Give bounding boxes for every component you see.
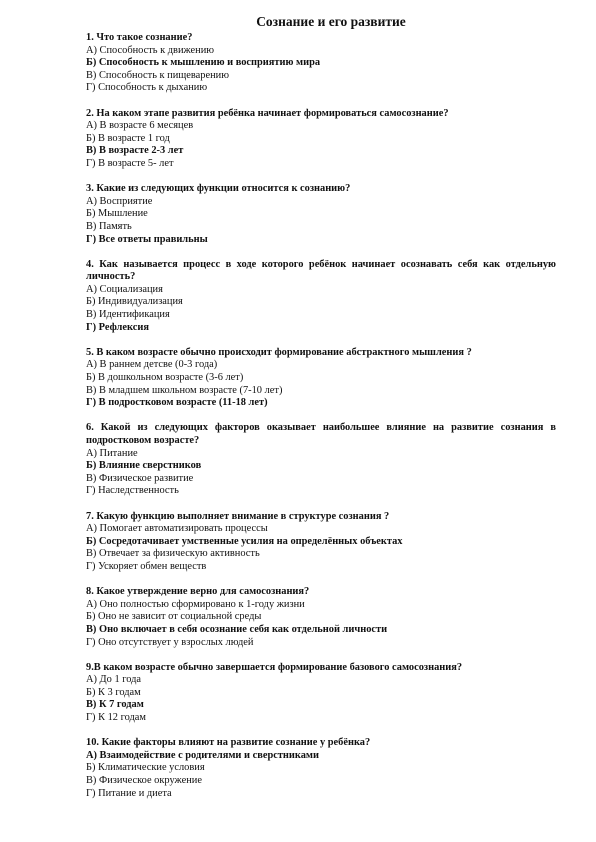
question-block	[86, 586, 556, 649]
answer-option: А) В возрасте 6 месяцев	[86, 120, 194, 132]
answer-option-correct: Г) Все ответы правильны	[86, 233, 208, 245]
answer-option-correct: Г) В подростковом возрасте (11-18 лет)	[86, 397, 268, 409]
answer-option: В) Физическое развитие	[86, 472, 194, 484]
question-text: 7. Какую функцию выполняет внимание в структуре сознания ?	[86, 510, 390, 522]
answer-option: А) Социализация	[86, 283, 163, 295]
question-text: 9.В каком возрасте обычно завершается формирование базового самосознания?	[86, 661, 463, 673]
question-block	[86, 662, 556, 725]
question-block	[86, 259, 556, 335]
answer-option: Г) Наследственность	[86, 485, 179, 497]
page-title: Сознание и его развитие	[256, 14, 406, 29]
answer-option-correct: Б) Способность к мышлению и восприятию мира	[86, 57, 321, 69]
question-block	[86, 737, 556, 800]
answer-option: Г) Способность к дыханию	[86, 82, 208, 94]
answer-option: А) Помогает автоматизировать процессы	[86, 523, 268, 535]
answer-option: Б) В возрасте 1 год	[86, 132, 170, 144]
answer-option-correct: В) К 7 годам	[86, 699, 144, 711]
answer-option: Г) Оно отсутствует у взрослых людей	[86, 636, 254, 648]
answer-option: Б) Мышление	[86, 208, 148, 220]
question-block	[86, 422, 556, 498]
answer-option: Б) В дошкольном возрасте (3-6 лет)	[86, 372, 244, 384]
answer-option: В) Идентификация	[86, 309, 170, 321]
answer-option: Б) Индивидуализация	[86, 296, 183, 308]
answer-option-correct: Г) Рефлексия	[86, 321, 149, 333]
question-block	[86, 32, 556, 95]
answer-option-correct: Б) Влияние сверстников	[86, 460, 202, 472]
answer-option: В) Физическое окружение	[86, 775, 202, 787]
question-text: 1. Что такое сознание?	[86, 32, 193, 43]
question-text: 5. В каком возрасте обычно происходит формирование абстрактного мышления ?	[86, 346, 472, 358]
answer-option: А) Восприятие	[86, 195, 153, 207]
answer-option: А) Способность к движению	[86, 44, 215, 56]
answer-option: Г) В возрасте 5- лет	[86, 157, 174, 169]
question-text: 3. Какие из следующих функции относится к сознанию?	[86, 183, 351, 195]
answer-option: А) Питание	[86, 447, 138, 459]
answer-option: А) До 1 года	[86, 674, 142, 686]
answer-option: В) Способность к пищеварению	[86, 69, 229, 81]
answer-option: Г) Ускоряет обмен веществ	[86, 560, 207, 572]
answer-option: В) В младшем школьном возрасте (7-10 лет)	[86, 384, 283, 396]
question-text: 10. Какие факторы влияют на развитие сознание у ребёнка?	[86, 737, 371, 749]
answer-option-correct: А) Взаимодействие с родителями и сверстниками	[86, 749, 319, 761]
question-text: 6. Какой из следующих факторов оказывает наибольшее влияние на развитие сознания в подростковом возрасте?	[86, 422, 556, 446]
question-block	[86, 511, 556, 574]
answer-option: Г) К 12 годам	[86, 712, 146, 724]
answer-option: В) Память	[86, 220, 132, 232]
answer-option: А) Оно полностью сформировано к 1-году жизни	[86, 598, 305, 610]
answer-option-correct: В) В возрасте 2-3 лет	[86, 145, 184, 157]
question-block	[86, 347, 556, 410]
answer-option-correct: Б) Сосредотачивает умственные усилия на определённых объектах	[86, 535, 403, 547]
answer-option: А) В раннем детсве (0-3 года)	[86, 359, 218, 371]
answer-option: В) Отвечает за физическую активность	[86, 548, 260, 560]
answer-option: Б) Оно не зависит от социальной среды	[86, 611, 262, 623]
question-block	[86, 183, 556, 246]
question-text: 8. Какое утверждение верно для самосознания?	[86, 586, 310, 598]
question-list	[86, 32, 556, 800]
question-text: 4. Как называется процесс в ходе которого ребёнок начинает осознавать себя как отдельную личность?	[86, 258, 556, 283]
answer-option: Б) К 3 годам	[86, 686, 141, 698]
question-block	[86, 108, 556, 171]
question-text: 2. На каком этапе развития ребёнка начинает формироваться самосознание?	[86, 107, 449, 119]
answer-option: Г) Питание и диета	[86, 787, 172, 799]
answer-option: Б) Климатические условия	[86, 762, 205, 774]
answer-option-correct: В) Оно включает в себя осознание себя как отдельной личности	[86, 623, 388, 635]
